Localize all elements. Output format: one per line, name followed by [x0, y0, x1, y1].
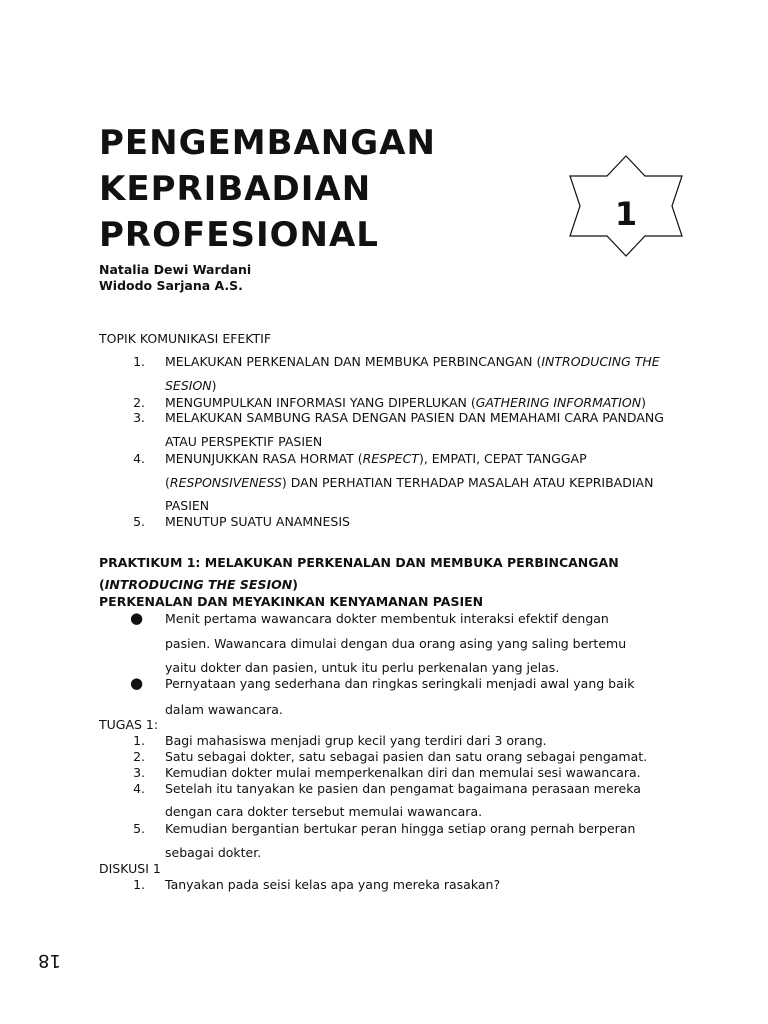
tugas-num-1: 1. [133, 733, 145, 748]
praktikum-heading-line-2 [99, 577, 298, 593]
topics-heading: TOPIK KOMUNIKASI EFEKTIF [99, 331, 272, 346]
topic-1-italic: INTRODUCING THE [541, 354, 660, 369]
topic-num-5: 5. [133, 514, 145, 529]
topic-4-line-2 [165, 475, 668, 491]
topic-2-text: MENGUMPULKAN INFORMASI YANG DIPERLUKAN ( [165, 395, 476, 410]
tugas-5-line-2: sebagai dokter. [165, 845, 262, 860]
tugas-2: Satu sebagai dokter, satu sebagai pasien dan satu orang sebagai pengamat. [165, 749, 648, 764]
bullet-icon: ● [130, 674, 144, 692]
author-1: Natalia Dewi Wardani [99, 262, 252, 277]
praktikum-subheading: PERKENALAN DAN MEYAKINKAN KENYAMANAN PASIEN [99, 594, 484, 609]
topic-4-open: ( [165, 475, 170, 490]
topic-num-3: 3. [133, 410, 145, 425]
bullet-1-line-2: pasien. Wawancara dimulai dengan dua orang asing yang saling bertemu [165, 636, 627, 651]
tugas-3: Kemudian dokter mulai memperkenalkan diri dan memulai sesi wawancara. [165, 765, 641, 780]
chapter-number: 1 [614, 195, 638, 233]
praktikum-open: ( [99, 577, 105, 592]
diskusi-heading: DISKUSI 1 [99, 861, 161, 876]
tugas-4-line-2: dengan cara dokter tersebut memulai wawancara. [165, 804, 483, 819]
topic-2-close: ) [641, 395, 646, 410]
bullet-2-line-2: dalam wawancara. [165, 702, 283, 717]
praktikum-heading-line-1: PRAKTIKUM 1: MELAKUKAN PERKENALAN DAN MEMBUKA PERBINCANGAN [99, 555, 619, 570]
praktikum-close: ) [292, 577, 298, 592]
topic-1-line-2 [165, 378, 217, 394]
praktikum-italic: INTRODUCING THE SESION [104, 577, 293, 592]
topic-4-text-b: ), EMPATI, CEPAT TANGGAP [418, 451, 587, 466]
title-line-3: PROFESIONAL [99, 215, 379, 255]
topic-3-line-2: ATAU PERSPEKTIF PASIEN [165, 434, 323, 449]
topic-1-line-1 [165, 354, 668, 370]
topic-1-text: MELAKUKAN PERKENALAN DAN MEMBUKA PERBINCANGAN ( [165, 354, 542, 369]
bullet-2-line-1: Pernyataan yang sederhana dan ringkas seringkali menjadi awal yang baik [165, 676, 635, 691]
topic-4-line-1 [165, 451, 668, 467]
topic-4-text: MENUNJUKKAN RASA HORMAT ( [165, 451, 363, 466]
diskusi-1: Tanyakan pada seisi kelas apa yang mereka rasakan? [165, 877, 501, 892]
bullet-1-line-1: Menit pertama wawancara dokter membentuk interaksi efektif dengan [165, 611, 609, 626]
page-number: 18 [38, 950, 61, 971]
chapter-title [99, 120, 539, 258]
authors [99, 262, 251, 294]
tugas-heading: TUGAS 1: [99, 717, 159, 732]
tugas-num-5: 5. [133, 821, 145, 836]
tugas-1: Bagi mahasiswa menjadi grup kecil yang terdiri dari 3 orang. [165, 733, 547, 748]
topic-4-italic-2: RESPONSIVENESS [169, 475, 282, 490]
topic-1-italic-2: SESION [165, 378, 212, 393]
topic-num-4: 4. [133, 451, 145, 466]
tugas-num-2: 2. [133, 749, 145, 764]
topic-1-close: ) [211, 378, 217, 393]
bullet-icon: ● [130, 609, 144, 627]
topic-4-italic: RESPECT [362, 451, 419, 466]
tugas-5-line-1: Kemudian bergantian bertukar peran hingga setiap orang pernah berperan [165, 821, 636, 836]
tugas-num-3: 3. [133, 765, 145, 780]
topic-4-text-c: ) DAN PERHATIAN TERHADAP MASALAH ATAU KEPRIBADIAN [281, 475, 654, 490]
diskusi-num-1: 1. [133, 877, 145, 892]
topic-num-1: 1. [133, 354, 145, 369]
topic-2 [165, 395, 646, 411]
title-line-2: KEPRIBADIAN [99, 169, 372, 209]
topic-5: MENUTUP SUATU ANAMNESIS [165, 514, 350, 529]
tugas-num-4: 4. [133, 781, 145, 796]
topic-3-line-1: MELAKUKAN SAMBUNG RASA DENGAN PASIEN DAN MEMAHAMI CARA PANDANG [165, 410, 664, 425]
author-2: Widodo Sarjana A.S. [99, 278, 243, 293]
tugas-4-line-1: Setelah itu tanyakan ke pasien dan pengamat bagaimana perasaan mereka [165, 781, 641, 796]
topic-num-2: 2. [133, 395, 145, 410]
title-line-1: PENGEMBANGAN [99, 123, 436, 163]
bullet-1-line-3: yaitu dokter dan pasien, untuk itu perlu perkenalan yang jelas. [165, 660, 560, 675]
topic-4-line-3: PASIEN [165, 498, 210, 513]
topic-2-italic: GATHERING INFORMATION [475, 395, 642, 410]
